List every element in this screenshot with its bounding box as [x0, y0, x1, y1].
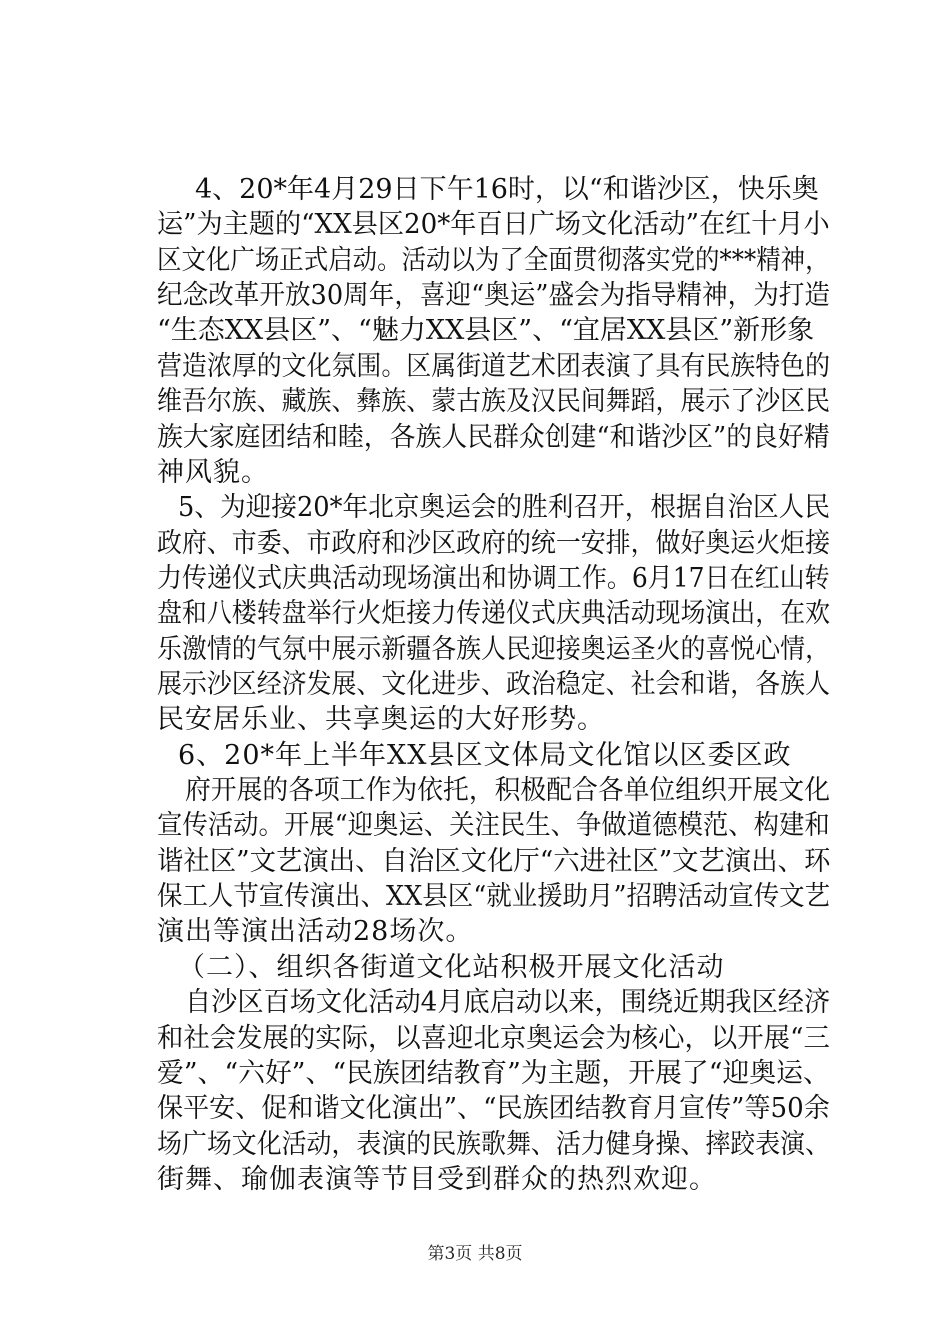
text-line: 族大家庭团结和睦，各族人民群众创建“和谐沙区”的良好精	[157, 422, 830, 453]
text-line: 场广场文化活动，表演的民族歌舞、活力健身操、摔跤表演、	[157, 1129, 831, 1160]
text-line: 府开展的各项工作为依托，积极配合各单位组织开展文化	[185, 775, 831, 806]
text-line: 政府、市委、市政府和沙区政府的统一安排，做好奥运火炬接	[157, 528, 831, 559]
text-line: 营造浓厚的文化氛围。区属街道艺术团表演了具有民族特色的	[157, 351, 831, 382]
text-line: 爱”、“六好”、“民族团结教育”为主题，开展了“迎奥运、	[157, 1058, 830, 1089]
section-heading: （二）、组织各街道文化站积极开展文化活动	[178, 952, 725, 983]
text-line: 运”为主题的“XX县区20*年百日广场文化活动”在红十月小	[157, 209, 830, 240]
page-number: 第3页 共8页	[427, 1244, 523, 1264]
text-line: 4、20*年4月29日下午16时，以“和谐沙区，快乐奥	[195, 174, 819, 205]
text-line: 谐社区”文艺演出、自治区文化厅“六进社区”文艺演出、环	[157, 846, 831, 877]
text-line: 展示沙区经济发展、文化进步、政治稳定、社会和谐，各族人	[157, 669, 831, 700]
text-line: 纪念改革开放30周年，喜迎“奥运”盛会为指导精神，为打造	[157, 280, 830, 311]
text-line: 6、20*年上半年XX县区文体局文化馆以区委区政	[178, 740, 792, 771]
text-line: 民安居乐业、共享奥运的大好形势。	[157, 704, 605, 735]
text-line: 神风貌。	[157, 457, 269, 488]
text-line: 保工人节宣传演出、XX县区“就业援助月”招聘活动宣传文艺	[157, 881, 831, 912]
text-line: 5、为迎接20*年北京奥运会的胜利召开，根据自治区人民	[178, 492, 831, 523]
text-line: 维吾尔族、藏族、彝族、蒙古族及汉民间舞蹈，展示了沙区民	[157, 386, 831, 417]
text-line: 保平安、促和谐文化演出”、“民族团结教育月宣传”等50余	[157, 1093, 830, 1124]
text-line: 乐激情的气氛中展示新疆各族人民迎接奥运圣火的喜悦心情，	[157, 634, 831, 665]
text-line: 自沙区百场文化活动4月底启动以来，围绕近期我区经济	[185, 987, 831, 1018]
text-line: 和社会发展的实际，以喜迎北京奥运会为核心，以开展“三	[157, 1023, 830, 1054]
text-line: 演出等演出活动28场次。	[157, 916, 474, 947]
text-line: 力传递仪式庆典活动现场演出和协调工作。6月17日在红山转	[157, 563, 830, 594]
text-line: “生态XX县区”、“魅力XX县区”、“宜居XX县区”新形象	[157, 315, 815, 346]
text-line: 街舞、瑜伽表演等节目受到群众的热烈欢迎。	[157, 1164, 717, 1195]
text-line: 区文化广场正式启动。活动以为了全面贯彻落实党的***精神，	[157, 245, 830, 276]
text-line: 宣传活动。开展“迎奥运、关注民生、争做道德模范、构建和	[157, 810, 830, 841]
text-line: 盘和八楼转盘举行火炬接力传递仪式庆典活动现场演出，在欢	[157, 598, 831, 629]
